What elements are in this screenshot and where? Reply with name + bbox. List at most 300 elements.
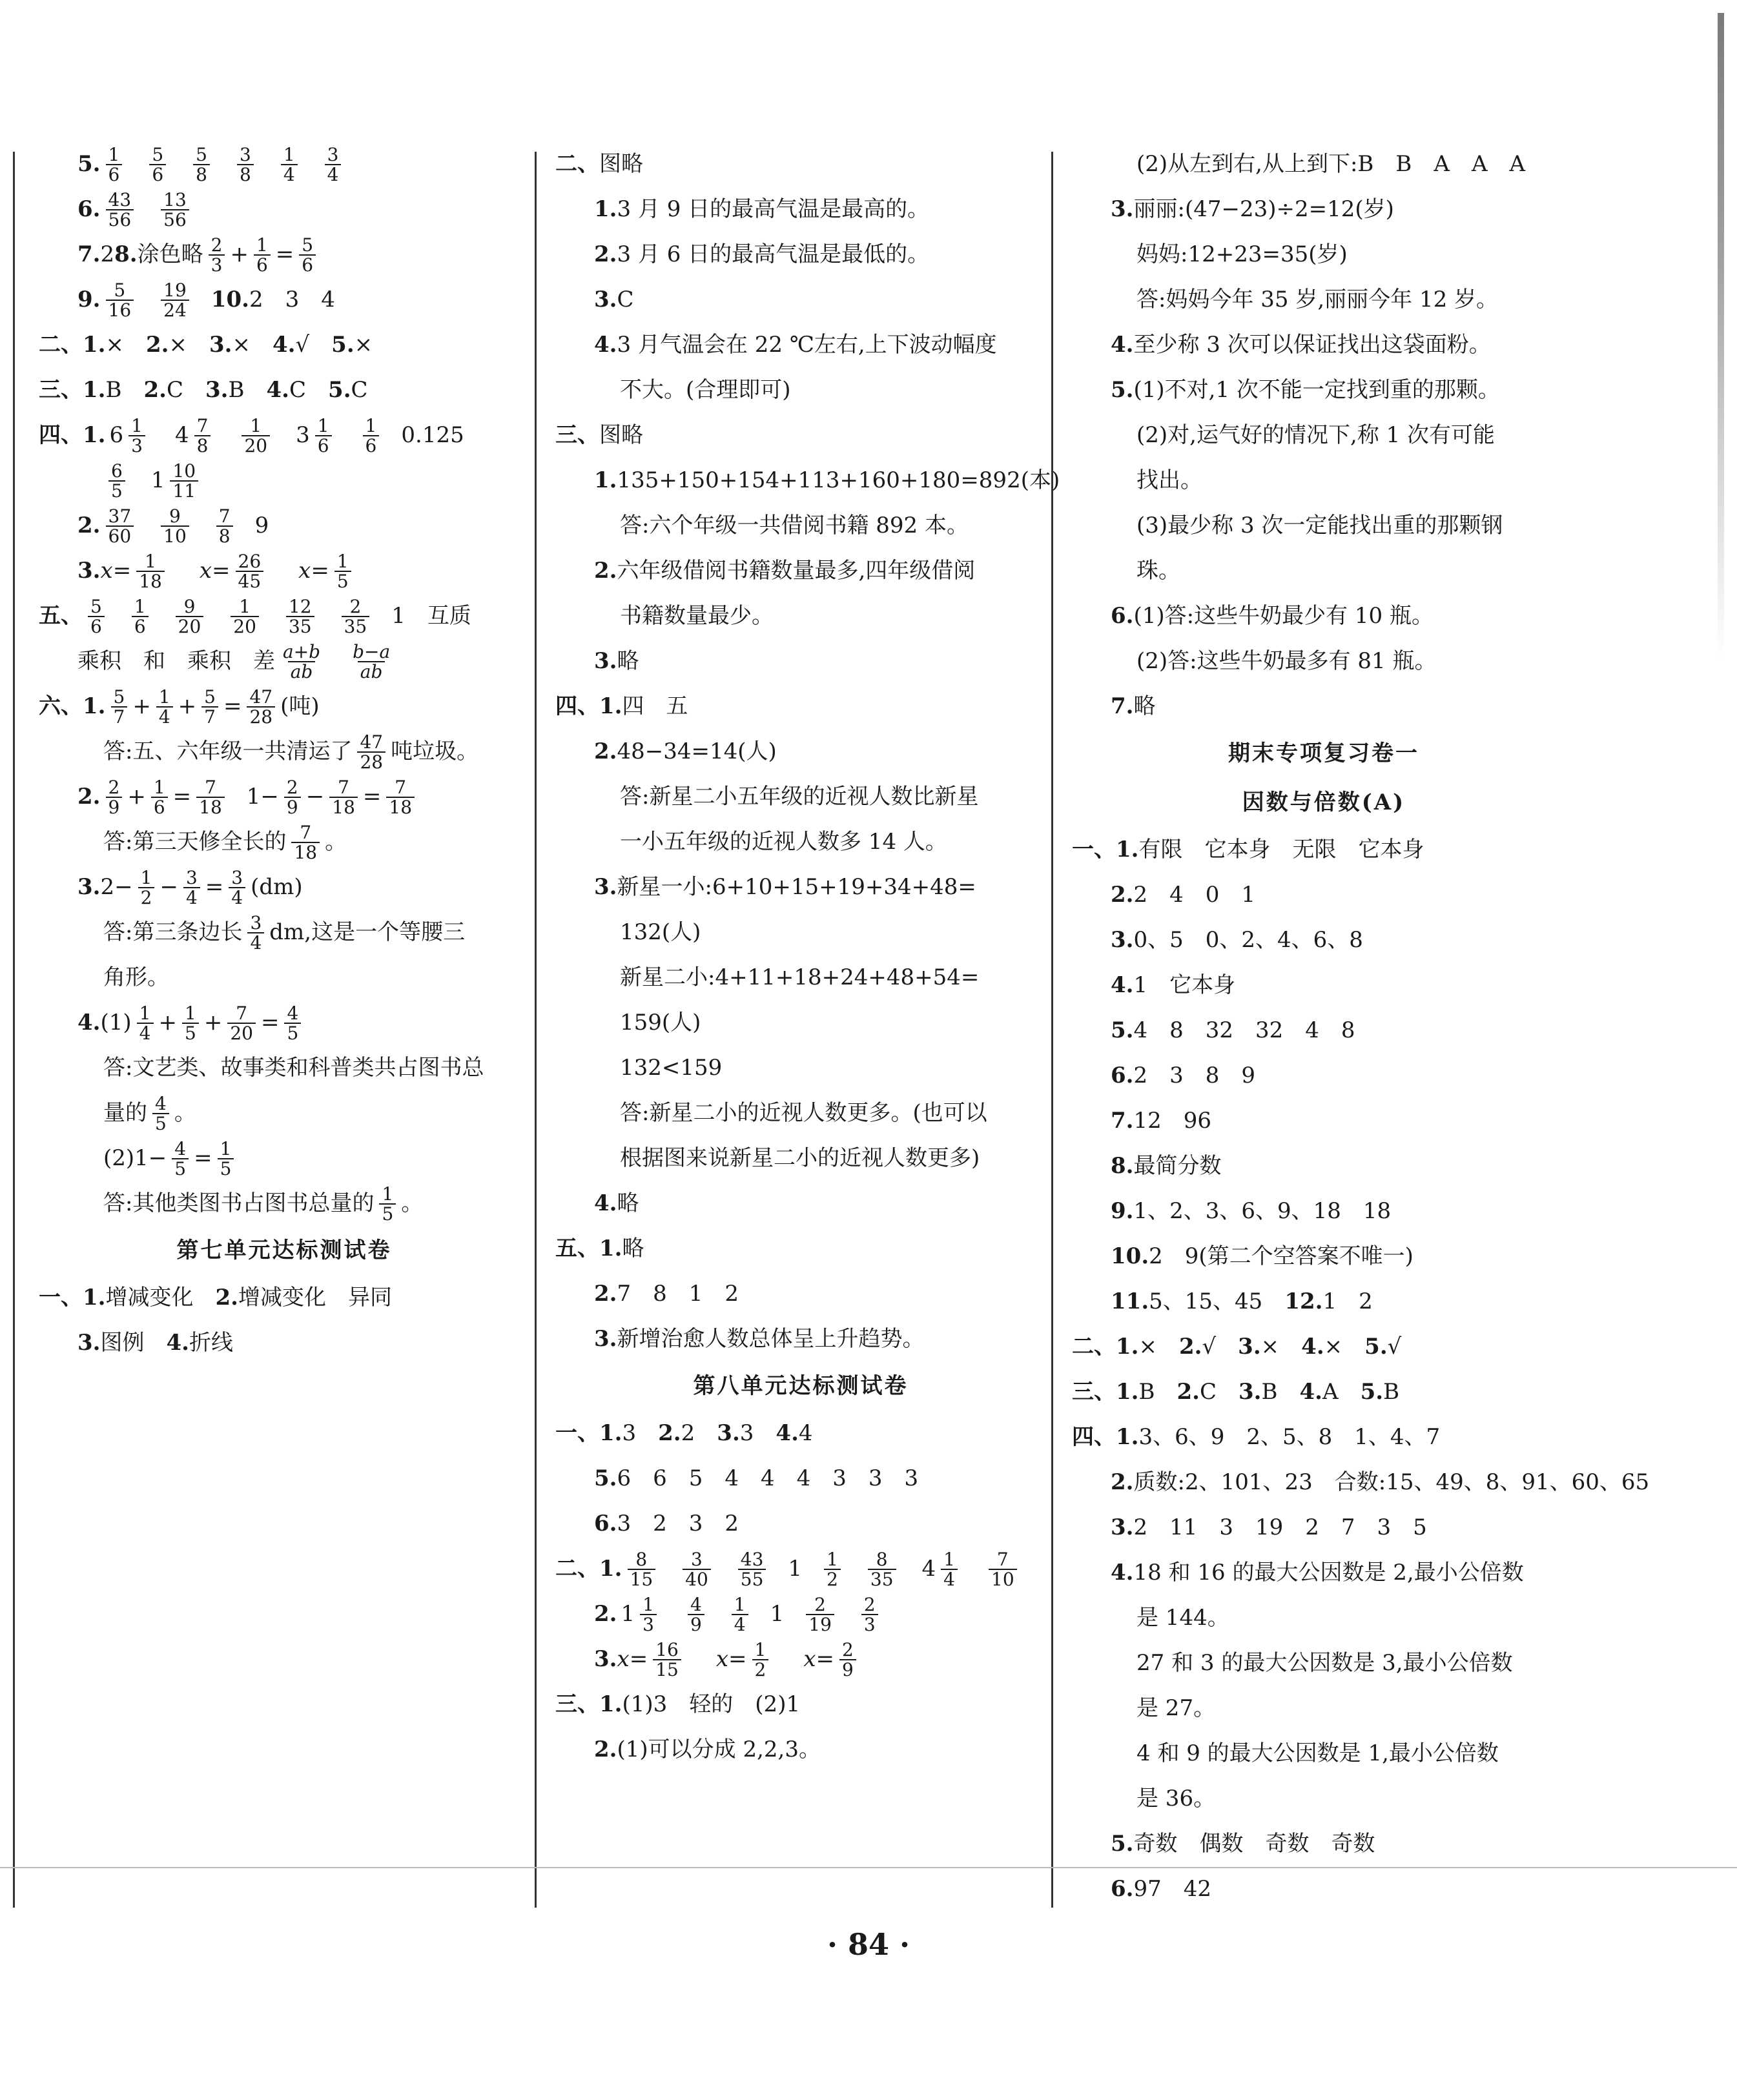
answer-text: 乘积 和 乘积 差: [77, 648, 275, 675]
answer-text: 5、15、45: [1149, 1289, 1285, 1315]
answer-text: =: [112, 558, 132, 584]
fraction: [182, 1004, 199, 1043]
answer-text: 四 五: [622, 693, 688, 720]
item-number: 4.: [77, 1010, 101, 1036]
answer-text: 找出。: [1136, 467, 1202, 494]
answer-line: [39, 910, 529, 955]
answer-text: C: [167, 377, 206, 403]
fraction: [254, 236, 271, 275]
answer-text: (3)最少称 3 次一定能找出重的那颗钢: [1136, 513, 1503, 539]
numerator: 1: [108, 143, 120, 165]
answer-text: 1 2: [1322, 1289, 1373, 1315]
item-number: 7.: [77, 241, 101, 268]
item-number: 二、1.: [555, 1556, 622, 1582]
fraction: [299, 236, 316, 275]
fraction: [363, 416, 380, 456]
answer-line: [1072, 963, 1576, 1008]
denominator: 45: [236, 571, 264, 591]
answer-text: 增减变化: [105, 1285, 216, 1311]
answer-line: [1072, 1460, 1650, 1505]
answer-line: [555, 1456, 1046, 1502]
item-number: 2.: [143, 377, 167, 403]
item-number: 5.: [331, 332, 355, 358]
answer-text: (2)从左到右,从上到下:B B A A A: [1136, 151, 1526, 178]
answer-line: [1072, 1415, 1576, 1460]
item-number: 6.: [1111, 603, 1134, 629]
item-number: 5.: [328, 377, 351, 403]
fraction: [806, 1595, 834, 1635]
mixed-number: [175, 416, 216, 456]
fraction: [653, 1640, 681, 1680]
section-title: [1072, 729, 1576, 779]
denominator: 5: [218, 1158, 234, 1178]
answer-text: −: [305, 784, 325, 810]
answer-text: 1、2、3、6、9、18 18: [1133, 1198, 1392, 1225]
numerator: 6: [111, 460, 123, 482]
item-number: 5.: [1111, 1017, 1134, 1044]
answer-text: 3: [622, 1420, 659, 1447]
fraction: [628, 1550, 656, 1589]
denominator: 6: [254, 254, 271, 274]
answer-line: [555, 1592, 1046, 1637]
item-number: 4.: [166, 1330, 189, 1356]
fraction: [989, 1550, 1017, 1589]
answer-text: (2)答:这些牛奶最多有 81 瓶。: [1136, 648, 1437, 675]
answer-line: [1072, 1008, 1576, 1054]
answer-line: [39, 1321, 529, 1366]
item-number: 2.: [594, 558, 617, 584]
item-number: 4.: [266, 377, 290, 403]
item-number: 2.: [594, 1737, 617, 1763]
item-number: 一、1.: [39, 1285, 106, 1311]
numerator: 19: [163, 279, 187, 301]
item-number: 三、1.: [39, 377, 106, 403]
fraction: [732, 1595, 748, 1635]
answer-text: 答:六个年级一共借阅书籍 892 本。: [620, 513, 969, 539]
item-number: 3.: [594, 874, 617, 901]
fraction: [738, 1550, 766, 1589]
answer-column-3: [1072, 142, 1650, 1904]
denominator: 19: [806, 1614, 834, 1634]
denominator: 6: [132, 616, 149, 636]
answer-line: [555, 594, 1046, 639]
variable: x: [298, 558, 311, 584]
answer-line: [555, 1272, 1046, 1317]
answer-text: 2 9(第二个空答案不唯一): [1149, 1243, 1413, 1270]
answer-line: [1072, 1144, 1576, 1189]
answer-text: 3 月 9 日的最高气温是最高的。: [617, 196, 930, 223]
answer-line: [555, 639, 1046, 684]
item-number: 六、1.: [39, 693, 106, 720]
whole-part: 4: [921, 1556, 936, 1582]
numerator: 1: [145, 550, 156, 572]
fraction: [161, 190, 189, 230]
answer-text: =: [172, 784, 192, 810]
scan-edge-shadow: [1718, 13, 1724, 658]
numerator: 7: [338, 776, 349, 798]
numerator: 1: [317, 414, 329, 436]
answer-text: 根据图来说新星二小的近视人数更多): [620, 1145, 980, 1172]
numerator: 2: [108, 776, 120, 798]
answer-line: [1072, 1099, 1576, 1144]
answer-text: 新星二小:4+11+18+24+48+54=: [620, 964, 980, 991]
answer-text: 增减变化 异同: [238, 1285, 392, 1311]
answer-line: [39, 1181, 529, 1227]
item-number: 三、1.: [555, 1691, 622, 1718]
answer-line: [555, 1411, 1046, 1456]
answer-line: [1072, 684, 1576, 729]
item-number: 5.: [77, 151, 101, 178]
item-number: 2.: [594, 1281, 617, 1307]
denominator: 10: [161, 525, 189, 545]
item-number: 11.: [1111, 1289, 1149, 1315]
fraction: [183, 868, 200, 908]
answer-line: [555, 1502, 1046, 1547]
item-number: 4.: [1301, 1334, 1324, 1360]
fraction: [315, 416, 332, 456]
denominator: 15: [628, 1569, 656, 1589]
answer-text: 3 2 3 2: [617, 1511, 739, 1537]
denominator: 9: [106, 797, 123, 817]
answer-line: [1072, 413, 1576, 458]
numerator: 3: [231, 866, 243, 888]
answer-line: [555, 323, 1046, 368]
answer-text: B: [1261, 1379, 1300, 1405]
item-number: 3.: [594, 648, 617, 675]
answer-text: 1: [788, 1556, 803, 1582]
answer-text: 答:新星二小的近视人数更多。(也可以: [620, 1100, 987, 1126]
denominator: 4: [137, 1023, 154, 1043]
fraction: [357, 733, 385, 772]
answer-line: [555, 413, 1046, 458]
numerator: 2: [814, 1593, 826, 1615]
fraction: [138, 868, 155, 908]
answer-line: [555, 278, 1046, 323]
numerator: b−a: [353, 640, 391, 662]
denominator: 18: [329, 797, 358, 817]
answer-text: =: [212, 558, 231, 584]
answer-line: [1072, 1822, 1576, 1867]
fraction: [280, 642, 323, 682]
answer-line: [555, 684, 1046, 729]
answer-text: √: [1202, 1334, 1239, 1360]
answer-column-2: [555, 142, 1060, 1904]
fraction: [172, 1139, 189, 1179]
answer-text: 6 6 5 4 4 4 3 3 3: [617, 1465, 919, 1492]
item-number: 五、: [39, 603, 83, 629]
answer-text: =: [205, 874, 224, 901]
answer-line: [39, 639, 529, 684]
answer-line: [1072, 1867, 1576, 1912]
item-number: 四、1.: [555, 693, 622, 720]
fraction: [237, 145, 254, 185]
denominator: 3: [861, 1614, 878, 1634]
answer-line: [1072, 1054, 1576, 1099]
answer-text: 期末专项复习卷一: [1228, 740, 1419, 767]
numerator: 7: [996, 1548, 1009, 1570]
answer-line: [39, 955, 529, 1001]
answer-text: 3 月 6 日的最高气温是最低的。: [617, 241, 930, 268]
whole-part: 1: [621, 1601, 635, 1627]
item-number: 四、1.: [1072, 1424, 1139, 1451]
denominator: 6: [315, 435, 332, 455]
variable: x: [803, 1646, 816, 1673]
answer-text: 2−: [100, 874, 133, 901]
answer-text: 答:五、六年级一共清运了: [103, 739, 353, 765]
numerator: 5: [204, 686, 216, 708]
answer-text: 48−34=14(人): [617, 739, 777, 765]
numerator: 1: [140, 866, 152, 888]
answer-text: 略: [617, 648, 639, 675]
answer-text: 答:文艺类、故事类和科普类共占图书总: [103, 1055, 484, 1081]
answer-line: [39, 504, 529, 549]
denominator: 8: [194, 435, 211, 455]
fraction: [329, 778, 358, 817]
item-number: 三、: [555, 422, 599, 449]
answer-line: [555, 187, 1046, 232]
answer-text: +: [203, 1010, 223, 1036]
item-number: 四、1.: [39, 422, 106, 449]
answer-text: C: [1200, 1379, 1239, 1405]
fraction: [640, 1595, 657, 1635]
answer-text: 答:第三条边长: [103, 919, 243, 946]
fraction: [149, 145, 166, 185]
numerator: 3: [250, 912, 262, 933]
numerator: 2: [863, 1593, 876, 1615]
answer-text: 吨垃圾。: [391, 739, 479, 765]
column-rule-middle-right: [1051, 152, 1053, 1908]
numerator: 1: [827, 1548, 838, 1570]
fraction: [111, 688, 128, 727]
answer-text: 132(人): [620, 919, 701, 946]
denominator: 20: [242, 435, 270, 455]
fraction: [350, 642, 393, 682]
denominator: 7: [111, 706, 128, 726]
numerator: 1: [365, 414, 377, 436]
answer-text: =: [816, 1646, 835, 1673]
item-number: 一、1.: [1072, 837, 1139, 863]
answer-text: 因数与倍数(A): [1242, 790, 1406, 816]
item-number: 10.: [1111, 1243, 1149, 1270]
answer-text: =: [311, 558, 329, 584]
answer-text: 丽丽:(47−23)÷2=12(岁): [1133, 196, 1394, 223]
answer-text: =: [260, 1010, 280, 1036]
numerator: 2: [349, 595, 362, 617]
answer-text: 。: [325, 829, 347, 855]
item-number: 3.: [717, 1420, 740, 1447]
answer-text: 六年级借阅书籍数量最多,四年级借阅: [617, 558, 976, 584]
answer-text: =: [728, 1646, 747, 1673]
fraction: [132, 597, 149, 637]
answer-text: 2: [100, 241, 115, 268]
answer-text: 1−: [246, 784, 279, 810]
denominator: 18: [386, 797, 415, 817]
answer-text: 2 3 4: [249, 287, 335, 313]
answer-line: [555, 1001, 1046, 1046]
item-number: 3.: [1111, 1514, 1134, 1541]
item-number: 一、1.: [555, 1420, 622, 1447]
item-number: 4.: [594, 1190, 617, 1217]
mixed-number: [151, 462, 203, 501]
answer-line: [39, 1046, 529, 1091]
answer-text: 略: [1133, 693, 1156, 720]
denominator: 10: [989, 1569, 1017, 1589]
item-number: 2.: [594, 241, 617, 268]
denominator: 20: [176, 616, 204, 636]
fraction: [108, 462, 125, 501]
item-number: 5.: [1111, 377, 1134, 403]
numerator: 4: [287, 1002, 299, 1024]
numerator: 5: [196, 143, 207, 165]
answer-text: 1 互质: [391, 603, 471, 629]
answer-text: 图例: [100, 1330, 167, 1356]
item-number: 2.: [77, 784, 101, 810]
answer-text: 略: [622, 1236, 644, 1262]
numerator: 4: [174, 1137, 187, 1159]
answer-text: 不大。(合理即可): [620, 377, 791, 403]
answer-text: ×: [169, 332, 209, 358]
answer-line: [1072, 828, 1576, 873]
fraction: [209, 236, 225, 275]
answer-line: [1072, 1279, 1576, 1325]
item-number: 5.: [1364, 1334, 1388, 1360]
fraction: [88, 597, 105, 637]
item-number: 1.: [594, 467, 617, 494]
denominator: ab: [358, 661, 385, 681]
fraction: [247, 688, 275, 727]
numerator: 16: [655, 1638, 679, 1660]
denominator: 8: [193, 164, 210, 184]
answer-column-1: [39, 142, 529, 1904]
numerator: 9: [169, 505, 181, 527]
answer-text: 是 144。: [1136, 1605, 1229, 1631]
answer-text: 书籍数量最少。: [620, 603, 774, 629]
numerator: 1: [220, 1137, 232, 1159]
numerator: 3: [239, 143, 251, 165]
fraction: [868, 1550, 896, 1589]
answer-line: [39, 594, 529, 639]
fraction: [284, 778, 301, 817]
denominator: 4: [156, 706, 173, 726]
fraction: [161, 507, 189, 546]
variable: x: [100, 558, 113, 584]
denominator: 40: [683, 1569, 711, 1589]
item-number: 12.: [1284, 1289, 1323, 1315]
item-number: 8.: [114, 241, 138, 268]
answer-line: [1072, 232, 1576, 278]
fraction: [334, 552, 351, 591]
answer-line: [1072, 549, 1576, 594]
answer-line: [39, 142, 529, 187]
mixed-number: [621, 1595, 662, 1635]
answer-text: 4: [798, 1420, 813, 1447]
answer-line: [39, 1091, 529, 1136]
answer-text: 7 8 1 2: [617, 1281, 739, 1307]
answer-text: 答:新星二小五年级的近视人数比新星: [620, 784, 979, 810]
denominator: 35: [868, 1569, 896, 1589]
denominator: 5: [172, 1158, 189, 1178]
item-number: 3.: [77, 1330, 101, 1356]
denominator: 15: [653, 1659, 681, 1679]
denominator: 20: [227, 1023, 256, 1043]
answer-line: [39, 775, 529, 820]
answer-text: A: [1322, 1379, 1361, 1405]
answer-line: [39, 458, 529, 504]
answer-text: 159(人): [620, 1010, 701, 1036]
answer-text: (吨): [280, 693, 320, 720]
answer-text: ×: [1138, 1334, 1179, 1360]
answer-line: [39, 278, 529, 323]
section-title: [1072, 779, 1576, 828]
answer-text: 3 月气温会在 22 ℃左右,上下波动幅度: [617, 332, 997, 358]
fraction: [839, 1640, 856, 1680]
answer-text: 奇数 偶数 奇数 奇数: [1133, 1831, 1375, 1857]
answer-text: +: [230, 241, 249, 268]
answer-line: [1072, 1686, 1576, 1731]
answer-text: 第八单元达标测试卷: [693, 1373, 909, 1400]
answer-line: [39, 1136, 529, 1181]
numerator: a+b: [283, 640, 321, 662]
answer-text: 9: [254, 513, 269, 539]
answer-line: [555, 1728, 1046, 1773]
answer-text: (1)可以分成 2,2,3。: [617, 1737, 821, 1763]
answer-line: [555, 729, 1046, 775]
fraction: [291, 823, 320, 862]
item-number: 3.: [594, 1646, 617, 1673]
numerator: 37: [108, 505, 132, 527]
answer-line: [39, 549, 529, 594]
denominator: 2: [752, 1659, 769, 1679]
denominator: 4: [247, 932, 264, 952]
numerator: 1: [642, 1593, 654, 1615]
answer-line: [555, 820, 1046, 865]
answer-text: =: [223, 693, 242, 720]
answer-line: [555, 1317, 1046, 1362]
numerator: 8: [876, 1548, 888, 1570]
answer-line: [1072, 278, 1576, 323]
answer-line: [1072, 187, 1576, 232]
numerator: 1: [256, 234, 268, 256]
answer-text: 2 4 0 1: [1133, 882, 1256, 908]
denominator: 20: [231, 616, 259, 636]
denominator: 11: [170, 480, 198, 500]
answer-text: C: [617, 287, 634, 313]
numerator: 5: [152, 143, 164, 165]
variable: x: [715, 1646, 729, 1673]
item-number: 9.: [77, 287, 101, 313]
answer-line: [1072, 323, 1576, 368]
numerator: 7: [300, 821, 312, 843]
fraction: [218, 1139, 234, 1179]
denominator: 4: [941, 1569, 958, 1589]
denominator: 6: [151, 797, 168, 817]
item-number: 3.: [1111, 196, 1134, 223]
numerator: 1: [283, 143, 295, 165]
denominator: 5: [108, 480, 125, 500]
answer-line: [39, 413, 529, 458]
answer-line: [39, 865, 529, 910]
numerator: 1: [382, 1183, 394, 1205]
numerator: 12: [288, 595, 312, 617]
numerator: 13: [163, 189, 187, 210]
answer-text: 1 它本身: [1133, 972, 1236, 999]
fraction: [861, 1595, 878, 1635]
answer-text: ×: [105, 332, 146, 358]
answer-text: (1)3 轻的 (2)1: [622, 1691, 801, 1718]
answer-line: [555, 232, 1046, 278]
denominator: 18: [196, 797, 225, 817]
numerator: 1: [134, 595, 146, 617]
